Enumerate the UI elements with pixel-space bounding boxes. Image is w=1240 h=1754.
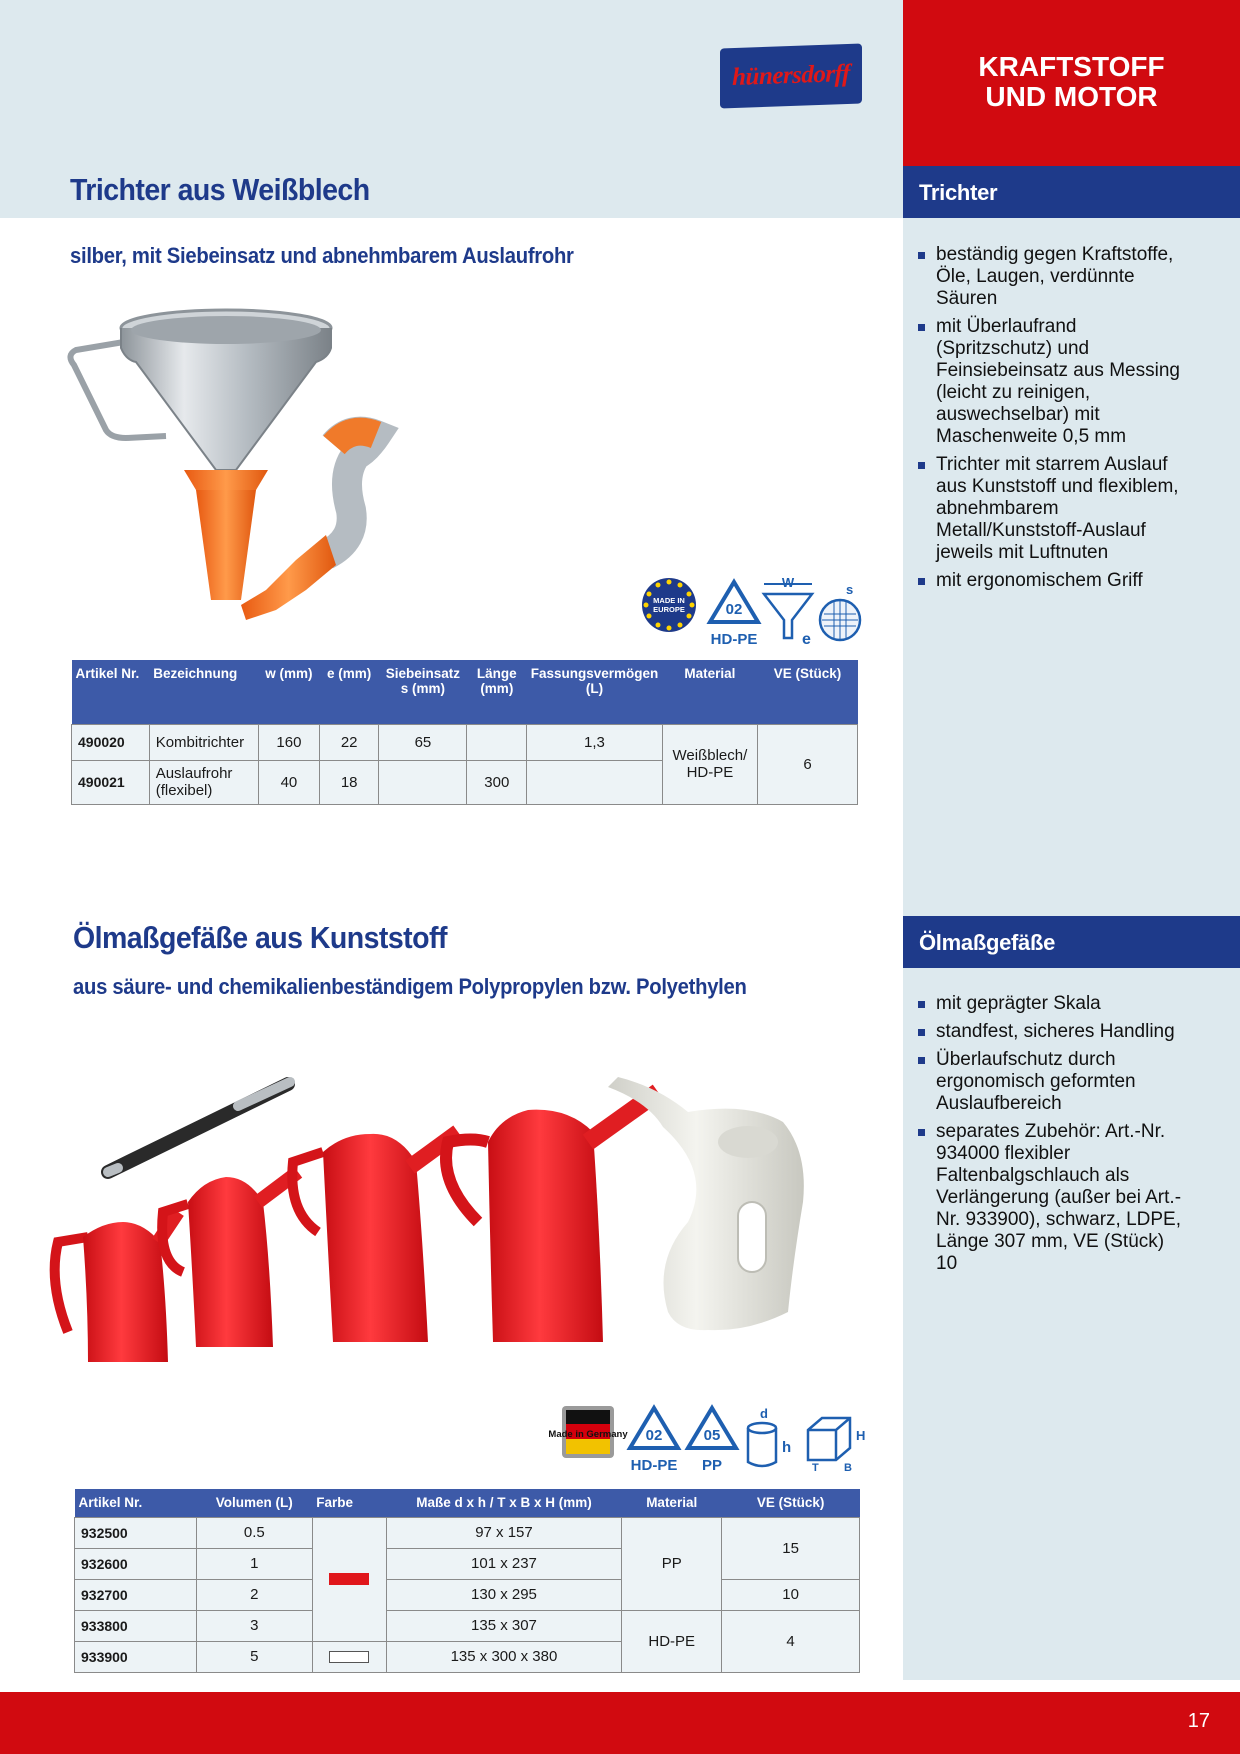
section2-subtitle: aus säure- und chemikalienbeständigem Polypropylen bzw. Polyethylen — [73, 974, 747, 999]
sieve-icon — [818, 580, 864, 651]
brand-logo — [720, 44, 862, 109]
table-cell: Weißblech/ HD-PE — [662, 724, 757, 804]
table-row — [75, 1517, 860, 1548]
column-header: Artikel Nr. — [75, 1489, 197, 1517]
table-cell: 5 — [196, 1641, 312, 1672]
table-cell: Kombitrichter — [149, 724, 258, 760]
table-cell: 65 — [379, 724, 467, 760]
table-cell: 130 x 295 — [386, 1579, 622, 1610]
recycle-code: 02 — [645, 1427, 663, 1444]
table-cell: Auslaufrohr (flexibel) — [149, 760, 258, 804]
funnel-product-image — [66, 300, 426, 635]
recycling-pp-icon — [684, 1404, 740, 1479]
e-label: e — [802, 631, 811, 648]
table-cell: 300 — [467, 760, 527, 804]
d-label: d — [760, 1406, 768, 1421]
table-cell: 2 — [196, 1579, 312, 1610]
column-header: Farbe — [312, 1489, 386, 1517]
column-header: Länge (mm) — [467, 660, 527, 724]
column-header: e (mm) — [319, 660, 379, 724]
table-cell: 4 — [722, 1610, 860, 1672]
table-cell: 6 — [758, 724, 858, 804]
section2-title: Ölmaßgefäße aus Kunststoff — [73, 920, 447, 955]
column-header: Bezeichnung — [149, 660, 258, 724]
table-cell: 135 x 300 x 380 — [386, 1641, 622, 1672]
s-label: s — [846, 582, 854, 597]
column-header: Volumen (L) — [196, 1489, 312, 1517]
cylinder-dimension-icon — [742, 1404, 798, 1479]
category-label — [903, 0, 1240, 166]
table-cell: 1 — [196, 1548, 312, 1579]
table-cell: 160 — [258, 724, 319, 760]
table-cell: 490021 — [72, 760, 150, 804]
recycling-hdpe-icon — [626, 1404, 682, 1479]
column-header: w (mm) — [258, 660, 319, 724]
table-row — [72, 724, 858, 760]
table-cell: 0.5 — [196, 1517, 312, 1548]
column-header: VE (Stück) — [722, 1489, 860, 1517]
list-item: standfest, sicheres Handling — [916, 1021, 1186, 1043]
table-cell — [527, 760, 663, 804]
table-cell: 933800 — [75, 1610, 197, 1641]
T-label: T — [812, 1462, 819, 1474]
table-cell: 3 — [196, 1610, 312, 1641]
table-cell — [379, 760, 467, 804]
B-label: B — [844, 1462, 852, 1474]
H-label: H — [856, 1428, 866, 1443]
column-header: Maße d x h / T x B x H (mm) — [386, 1489, 622, 1517]
w-label: W — [781, 575, 795, 590]
table-row — [75, 1579, 860, 1610]
list-item: Trichter mit starrem Auslauf aus Kunststoff und flexiblem, abnehmbarem Metall/Kunststoff-Auslauf jeweils mit Luftnuten — [916, 454, 1186, 564]
color-cell — [312, 1641, 386, 1672]
color-swatch-white — [329, 1651, 369, 1663]
made-in-europe-icon — [640, 576, 698, 639]
made-in-germany-icon — [548, 1404, 628, 1465]
funnel-product-table — [71, 660, 858, 805]
category-line-2: UND MOTOR — [985, 81, 1158, 112]
list-item: mit geprägter Skala — [916, 993, 1186, 1015]
section1-subtitle: silber, mit Siebeinsatz und abnehmbarem Auslaufrohr — [70, 243, 574, 268]
column-header: VE (Stück) — [758, 660, 858, 724]
list-item: separates Zubehör: Art.-Nr. 934000 flexibler Faltenbalgschlauch als Verlängerung (außer bei Art.-Nr. 933900), schwarz, LDPE, Länge 307 mm, VE (Stück) 10 — [916, 1121, 1186, 1275]
section1-title: Trichter aus Weißblech — [70, 172, 370, 207]
footer-bar — [0, 1692, 1240, 1754]
recycle-label: PP — [701, 1457, 723, 1474]
box-dimension-icon — [800, 1408, 868, 1477]
list-item: beständig gegen Kraftstoffe, Öle, Laugen, verdünnte Säuren — [916, 244, 1186, 310]
table-cell: 932600 — [75, 1548, 197, 1579]
table-cell: 1,3 — [527, 724, 663, 760]
table-cell: 10 — [722, 1579, 860, 1610]
color-swatch-red — [329, 1573, 369, 1585]
measuring-jugs-product-image — [48, 1062, 878, 1412]
table-cell: 490020 — [72, 724, 150, 760]
recycle-label: HD-PE — [710, 631, 758, 648]
column-header: Material — [622, 1489, 722, 1517]
table-cell: 932500 — [75, 1517, 197, 1548]
recycle-code: 02 — [725, 601, 743, 618]
page-number: 17 — [1187, 1710, 1210, 1732]
table-cell: 135 x 307 — [386, 1610, 622, 1641]
svg-text:MADE IN: MADE IN — [653, 596, 685, 605]
table-cell: PP — [622, 1517, 722, 1610]
measuring-jug-table — [74, 1489, 860, 1673]
funnel-dimension-icon — [760, 575, 818, 653]
table-cell: 18 — [319, 760, 379, 804]
svg-text:EUROPE: EUROPE — [653, 605, 685, 614]
recycling-hdpe-icon — [706, 578, 762, 653]
table-cell: 932700 — [75, 1579, 197, 1610]
column-header: Material — [662, 660, 757, 724]
table-cell: 22 — [319, 724, 379, 760]
recycle-code: 05 — [703, 1427, 721, 1444]
recycle-label: HD-PE — [630, 1457, 678, 1474]
table-cell: 933900 — [75, 1641, 197, 1672]
table-cell — [467, 724, 527, 760]
section2-feature-list — [916, 993, 1186, 1281]
color-cell — [312, 1517, 386, 1641]
table-cell: HD-PE — [622, 1610, 722, 1672]
made-in-germany-text: Made in Germany — [548, 1429, 628, 1440]
column-header: Siebeinsatz s (mm) — [379, 660, 467, 724]
table-cell: 40 — [258, 760, 319, 804]
h-label: h — [782, 1439, 792, 1456]
category-line-1: KRAFTSTOFF — [978, 51, 1165, 82]
table-cell: 97 x 157 — [386, 1517, 622, 1548]
section1-feature-list — [916, 244, 1186, 598]
section2-side-heading: Ölmaßgefäße — [903, 916, 1240, 968]
table-row — [75, 1610, 860, 1641]
table-cell: 15 — [722, 1517, 860, 1579]
list-item: mit ergonomischem Griff — [916, 570, 1186, 592]
column-header: Fassungsvermögen (L) — [527, 660, 663, 724]
list-item: Überlaufschutz durch ergonomisch geformten Auslaufbereich — [916, 1049, 1186, 1115]
table-cell: 101 x 237 — [386, 1548, 622, 1579]
brand-logo-text: hünersdorff — [732, 59, 850, 92]
list-item: mit Überlaufrand (Spritzschutz) und Feinsiebeinsatz aus Messing (leicht zu reinigen, auswechselbar) mit Maschenweite 0,5 mm — [916, 316, 1186, 448]
section1-side-heading: Trichter — [903, 166, 1240, 218]
column-header: Artikel Nr. — [72, 660, 150, 724]
